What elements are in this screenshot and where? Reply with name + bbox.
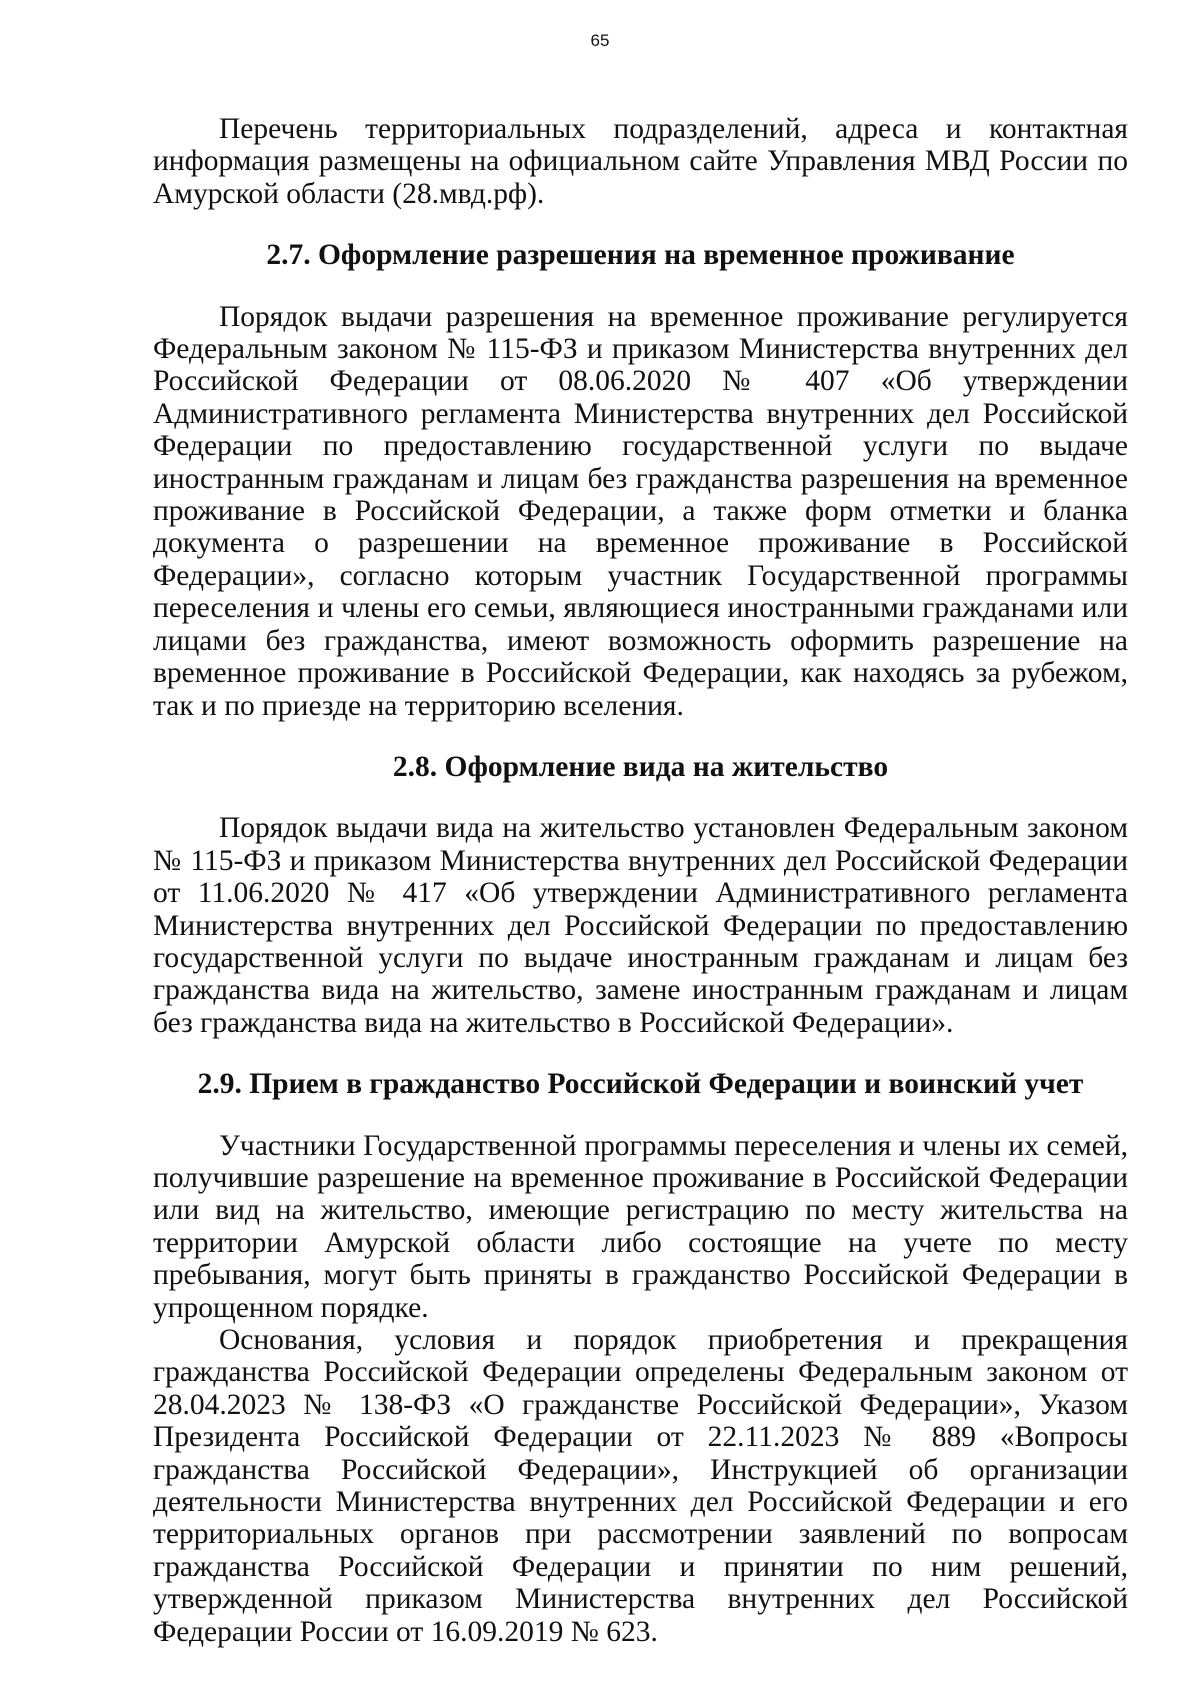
section-2-8-heading: 2.8. Оформление вида на жительство [392,750,889,783]
section-2-9-paragraph-1: Участники Государственной программы переселения и члены их семей, получившие разрешение на временное проживание в Российской Федерации или вид на жительство, имеющие регистрацию по месту жительства на территории Амурской области либо состоящие на учете по месту пребывания, могут быть приняты в гражданство Российской Федерации в упрощенном порядке. [153,1129,1128,1324]
section-2-7-paragraph: Порядок выдачи разрешения на временное проживание регулируется Федеральным законом № 115-ФЗ и приказом Министерства внутренних дел Российской Федерации от 08.06.2020 № 407 «Об утверждении Административного регламента Министерства внутренних дел Российской Федерации по предоставлению государственной услуги по выдаче иностранным гражданам и лицам без гражданства разрешения на временное проживание в Российской Федерации, а также форм отметки и бланка документа о разрешении на временное проживание в Российской Федерации», согласно которым участник Государственной программы переселения и члены его семьи, являющиеся иностранными гражданами или лицами без гражданства, имеют возможность оформить разрешение на временное проживание в Российской Федерации, как находясь за рубежом, так и по приезде на территорию вселения. [153,300,1128,722]
section-2-9-paragraph-2: Основания, условия и порядок приобретения и прекращения гражданства Российской Федерации определены Федеральным законом от 28.04.2023 № 138-ФЗ «О гражданстве Российской Федерации», Указом Президента Российской Федерации от 22.11.2023 № 889 «Вопросы гражданства Российской Федерации», Инструкцией об организации деятельности Министерства внутренних дел Российской Федерации и его территориальных органов при рассмотрении заявлений по вопросам гражданства Российской Федерации и принятии по ним решений, утвержденной приказом Министерства внутренних дел Российской Федерации России от 16.09.2019 № 623. [153,1324,1128,1648]
document-body [153,113,1128,1648]
section-2-7-heading: 2.7. Оформление разрешения на временное проживание [266,239,1015,272]
section-2-9-heading: 2.9. Прием в гражданство Российской Федерации и воинский учет [197,1068,1084,1101]
intro-paragraph: Перечень территориальных подразделений, адреса и контактная информация размещены на официальном сайте Управления МВД России по Амурской области (28.мвд.рф). [153,113,1128,210]
page-number: 65 [590,31,610,50]
section-2-8-paragraph: Порядок выдачи вида на жительство установлен Федеральным законом № 115-ФЗ и приказом Министерства внутренних дел Российской Федерации от 11.06.2020 № 417 «Об утверждении Административного регламента Министерства внутренних дел Российской Федерации по предоставлению государственной услуги по выдаче иностранным гражданам и лицам без гражданства вида на жительство, замене иностранным гражданам и лицам без гражданства вида на жительство в Российской Федерации». [153,812,1128,1039]
